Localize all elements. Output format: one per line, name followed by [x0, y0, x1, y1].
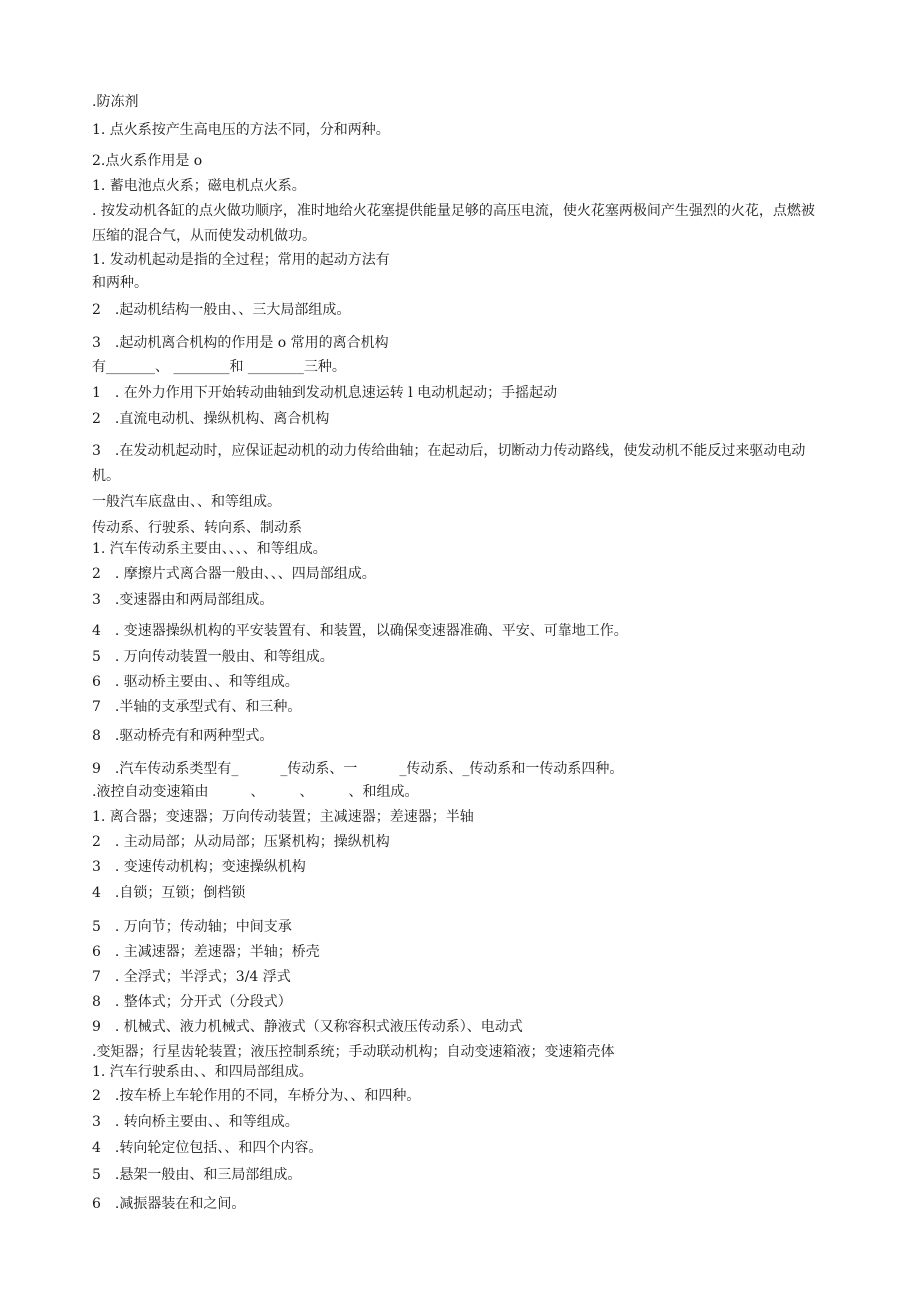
text-line: 1. 离合器；变速器；万向传动装置；主减速器；差速器；半轴: [92, 809, 474, 825]
text-line: 9 . 机械式、液力机械式、静液式（又称容积式液压传动系）、电动式: [92, 1019, 523, 1035]
text-line: 2 .直流电动机、操纵机构、离合机构: [92, 411, 330, 427]
text-line: 8 .驱动桥壳有和两种型式。: [92, 728, 274, 744]
text-line: 4 .自锁；互锁；倒档锁: [92, 885, 246, 901]
text-line: 1 . 在外力作用下开始转动曲轴到发动机息速运转 l 电动机起动；手摇起动: [92, 385, 558, 401]
text-line: 3 .变速器由和两局部组成。: [92, 592, 274, 608]
text-line: 传动系、行驶系、转向系、制动系: [92, 520, 302, 536]
text-line: 2.点火系作用是 o: [92, 153, 203, 169]
text-line: 2 . 摩擦片式离合器一般由、、、四局部组成。: [92, 566, 376, 582]
text-line: 2 . 主动局部；从动局部；压紧机构；操纵机构: [92, 834, 390, 850]
text-line: 9 .汽车传动系类型有_ _传动系、一 _传动系、_传动系和一传动系四种。: [92, 761, 624, 777]
text-line: 4 . 变速器操纵机构的平安装置有、和装置，以确保变速器准确、平安、可靠地工作。: [92, 623, 628, 639]
text-paragraph: . 按发动机各缸的点火做功顺序，准时地给火花塞提供能量足够的高压电流，使火花塞两极间产生强烈的火花，点燃被压缩的混合气，从而使发动机做功。: [92, 203, 815, 244]
text-line: .防冻剂: [92, 94, 139, 110]
text-line: 5 . 万向传动装置一般由、和等组成。: [92, 649, 334, 665]
text-line: 3 .起动机离合机构的作用是 o 常用的离合机构: [92, 335, 389, 351]
text-line: 6 . 驱动桥主要由、、和等组成。: [92, 674, 299, 690]
text-line: 5 .悬架一般由、和三局部组成。: [92, 1167, 302, 1183]
text-line: 5 . 万向节；传动轴；中间支承: [92, 919, 292, 935]
text-line: 3 . 转向桥主要由、、和等组成。: [92, 1114, 299, 1130]
text-line: 一般汽车底盘由、、和等组成。: [92, 494, 281, 510]
text-line: 6 . 主减速器；差速器；半轴；桥壳: [92, 944, 320, 960]
text-line: 7 . 全浮式；半浮式；3/4 浮式: [92, 969, 291, 985]
text-line: .变矩器；行星齿轮装置；液压控制系统；手动联动机构；自动变速箱液；变速箱壳体: [92, 1044, 615, 1060]
text-line: 2 .起动机结构一般由、、三大局部组成。: [92, 302, 351, 318]
text-line: 1. 汽车传动系主要由、、、、和等组成。: [92, 541, 327, 557]
text-line: 1. 汽车行驶系由、、和四局部组成。: [92, 1064, 313, 1080]
text-paragraph: 3 .在发动机起动时，应保证起动机的动力传给曲轴；在起动后，切断动力传动路线，使发动机不能反过来驱动电动机。: [92, 443, 806, 484]
text-line: 有_______、 ________和 ________三种。: [92, 359, 346, 375]
text-line: 1. 蓄电池点火系；磁电机点火系。: [92, 178, 306, 194]
text-line: 3 . 变速传动机构；变速操纵机构: [92, 859, 306, 875]
text-line: 4 .转向轮定位包括、、和四个内容。: [92, 1140, 323, 1156]
text-line: .液控自动变速箱由 、 、 、和组成。: [92, 784, 419, 800]
text-line: 1. 点火系按产生高电压的方法不同，分和两种。: [92, 122, 390, 138]
text-line: 1. 发动机起动是指的全过程；常用的起动方法有: [92, 252, 390, 268]
text-line: 7 .半轴的支承型式有、和三种。: [92, 699, 302, 715]
text-line: 6 .减振器装在和之间。: [92, 1196, 246, 1212]
text-line: 8 . 整体式；分开式（分段式）: [92, 994, 292, 1010]
text-line: 和两种。: [92, 275, 148, 291]
text-line: 2 .按车桥上车轮作用的不同，车桥分为、、和四种。: [92, 1088, 421, 1104]
